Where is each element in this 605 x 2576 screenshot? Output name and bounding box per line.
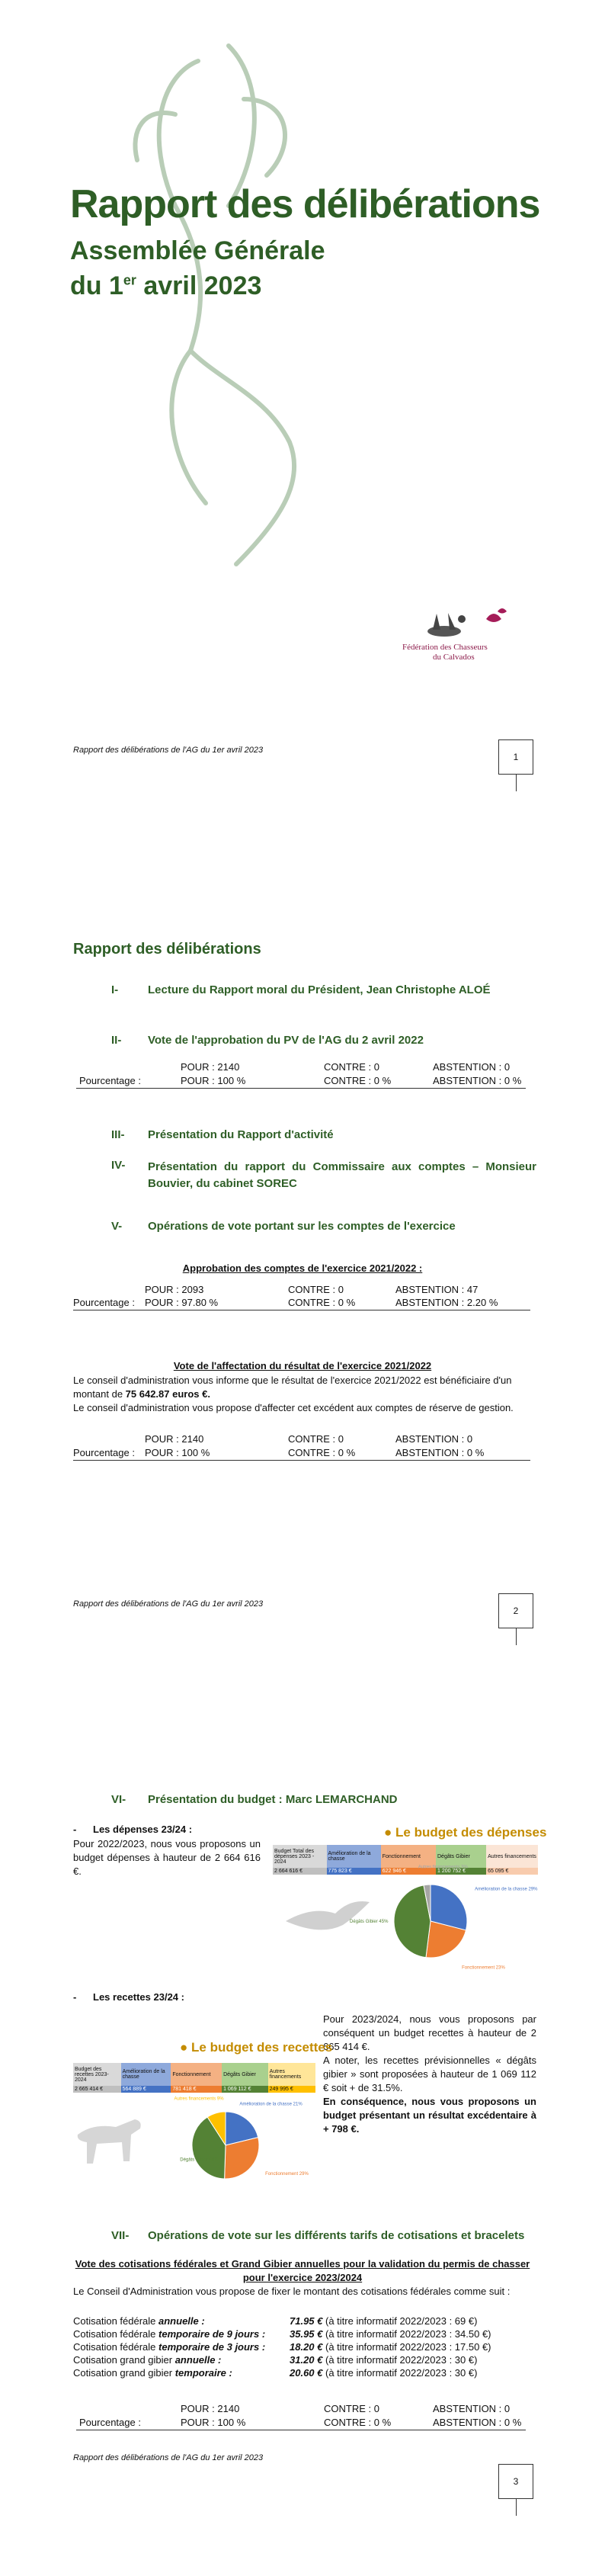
table-row: Cotisation grand gibier annuelle : 31.20 € (à titre informatif 2022/2023 : 30 €): [73, 2354, 478, 2366]
rec-table: Budget des recettes 2023-2024 Amélioration de la chasse Fonctionnement Dégâts Gibier Autres financements 2 665 414 € 564 889 € 781 418 € 1 069 112 € 249 995 €: [73, 2063, 315, 2093]
footer-text: Rapport des délibérations de l'AG du 1er avril 2023: [73, 2453, 264, 2462]
item-text-3: Présentation du Rapport d'activité: [148, 1128, 334, 1141]
vote2-label: Pourcentage :: [73, 1297, 135, 1308]
cotisations-table: [73, 2315, 491, 2379]
vote1-abst: ABSTENTION : 0: [433, 1061, 511, 1073]
recettes-label: - Les recettes 23/24 :: [73, 1991, 184, 2003]
divider: [73, 1460, 530, 1461]
dep-table: Budget Total des dépenses 2023 - 2024 Amélioration de la chasse Fonctionnement Dégâts Gibier Autres financements 2 664 616 € 775 823 € 622 946 € 1 200 752 € 65 095 €: [273, 1845, 538, 1875]
page-number: 1: [498, 739, 533, 775]
pie-label: Autres financements 3%: [418, 1865, 468, 1870]
vote2-contre-pct: CONTRE : 0 %: [288, 1297, 356, 1308]
vote3-label: Pourcentage :: [73, 1447, 135, 1458]
vote1-contre-pct: CONTRE : 0 %: [324, 1075, 392, 1086]
item-num-7: VII-: [111, 2229, 130, 2242]
cotis-intro: Le Conseil d'Administration vous propose de fixer le montant des cotisations fédérales comme suit :: [73, 2286, 511, 2297]
page2-heading: Rapport des délibérations: [73, 941, 261, 958]
vote1-pour: POUR : 2140: [181, 1061, 240, 1073]
depenses-label: - Les dépenses 23/24 :: [73, 1824, 193, 1835]
bullet-icon: ●: [180, 2040, 188, 2055]
pie-label: Fonctionnement 23%: [462, 1965, 505, 1971]
divider: [76, 1088, 526, 1089]
table-row: Cotisation fédérale temporaire de 9 jours : 35.95 € (à titre informatif 2022/2023 : 34.50 €): [73, 2328, 491, 2340]
pie-label: Dégâts Gibier 45%: [350, 1920, 389, 1925]
rec-chart-title: ● Le budget des recettes: [180, 2040, 333, 2055]
dog-illustration: [70, 2104, 154, 2173]
approbation-title: Approbation des comptes de l'exercice 2021/2022 :: [182, 1262, 423, 1274]
vote4-contre-pct: CONTRE : 0 %: [324, 2417, 392, 2428]
pie-label: Amélioration de la chasse 29%: [475, 1887, 538, 1892]
dep-chart-title: ● Le budget des dépenses: [384, 1825, 547, 1840]
vote4-abst: ABSTENTION : 0: [433, 2403, 511, 2414]
deer-outline-illustration: [114, 30, 320, 610]
page-tick: [516, 775, 517, 791]
vote3-abst: ABSTENTION : 0: [395, 1433, 473, 1445]
vote2-abst: ABSTENTION : 47: [395, 1284, 479, 1295]
table-row: Cotisation fédérale annuelle : 71.95 € (à titre informatif 2022/2023 : 69 €): [73, 2315, 478, 2327]
federation-logo: [402, 602, 517, 662]
footer-text: Rapport des délibérations de l'AG du 1er avril 2023: [73, 746, 264, 755]
item-text-2: Vote de l'approbation du PV de l'AG du 2 avril 2022: [148, 1034, 424, 1047]
vote3-pour: POUR : 2140: [145, 1433, 204, 1445]
item-text-5: Opérations de vote portant sur les comptes de l'exercice: [148, 1220, 456, 1233]
vote1-abst-pct: ABSTENTION : 0 %: [433, 1075, 522, 1086]
item-num-4: IV-: [111, 1159, 126, 1172]
page-tick: [516, 1628, 517, 1645]
cotis-title-2: pour l'exercice 2023/2024: [242, 2272, 363, 2283]
item-text-7: Opérations de vote sur les différents tarifs de cotisations et bracelets: [148, 2229, 525, 2242]
item-num-1: I-: [111, 983, 119, 996]
vote4-contre: CONTRE : 0: [324, 2403, 379, 2414]
item-num-2: II-: [111, 1034, 122, 1047]
item-text-4: Présentation du rapport du Commissaire aux comptes – Monsieur Bouvier, du cabinet SOREC: [148, 1160, 536, 1190]
pie-label: Amélioration de la chasse 21%: [239, 2102, 302, 2107]
vote2-pour-pct: POUR : 97.80 %: [145, 1297, 219, 1308]
depenses-text: Pour 2022/2023, nous vous proposons un budget dépenses à hauteur de 2 664 616 €.: [73, 1838, 261, 1877]
vote4-pour-pct: POUR : 100 %: [181, 2417, 246, 2428]
page-number: 3: [498, 2464, 533, 2499]
vote4-abst-pct: ABSTENTION : 0 %: [433, 2417, 522, 2428]
item-text-1: Lecture du Rapport moral du Président, Jean Christophe ALOÉ: [148, 983, 491, 996]
pie-label: Dégâts Gibier 40%: [180, 2157, 219, 2163]
vote4-pour: POUR : 2140: [181, 2403, 240, 2414]
vote3-contre: CONTRE : 0: [288, 1433, 344, 1445]
dep-pie-chart: [350, 1865, 538, 1973]
page-tick: [516, 2499, 517, 2516]
logo-line-2: du Calvados: [433, 653, 475, 662]
vote1-contre: CONTRE : 0: [324, 1061, 379, 1073]
vote1-pour-pct: POUR : 100 %: [181, 1075, 246, 1086]
recettes-text: Pour 2023/2024, nous vous proposons par conséquent un budget recettes à hauteur de 2 665 414 €. A noter, les recettes prévisionnelles « dégâts gibier » sont proposées à hauteur de 1 069 112 € soit + de 31.5%. En conséquence, nous vous proposons un budget présentant un résultat excédentaire à + 798 €.: [323, 2013, 536, 2135]
cover-subtitle: Assemblée Générale: [70, 236, 325, 265]
cotis-title-1: Vote des cotisations fédérales et Grand Gibier annuelles pour la validation du permis de chasser: [75, 2258, 530, 2270]
logo-line-1: Fédération des Chasseurs: [402, 643, 488, 652]
affectation-title: Vote de l'affectation du résultat de l'exercice 2021/2022: [173, 1360, 432, 1371]
rec-pie-chart: [149, 2098, 317, 2189]
cover-date: du 1er avril 2023: [70, 271, 262, 300]
bird-illustration: [282, 1891, 373, 1944]
pie-slice: [394, 1885, 431, 1958]
item-num-3: III-: [111, 1128, 125, 1141]
item-text-6: Présentation du budget : Marc LEMARCHAND: [148, 1793, 398, 1806]
vote2-contre: CONTRE : 0: [288, 1284, 344, 1295]
vote2-pour: POUR : 2093: [145, 1284, 204, 1295]
table-row: Cotisation fédérale temporaire de 3 jours : 18.20 € (à titre informatif 2022/2023 : 17.50 €): [73, 2341, 491, 2353]
table-row: Cotisation grand gibier temporaire : 20.60 € (à titre informatif 2022/2023 : 30 €): [73, 2367, 478, 2379]
page-number: 2: [498, 1593, 533, 1628]
footer-text: Rapport des délibérations de l'AG du 1er avril 2023: [73, 1599, 264, 1609]
vote3-contre-pct: CONTRE : 0 %: [288, 1447, 356, 1458]
affectation-text: Le conseil d'administration vous informe que le résultat de l'exercice 2021/2022 est bénéficiaire d'un montant de 75 642.87 euros €. Le conseil d'administration vous propose d'affecter cet excédent aux comptes de réserve de gestion.: [73, 1375, 514, 1413]
pie-label: Fonctionnement 29%: [265, 2172, 309, 2177]
vote1-label: Pourcentage :: [79, 1075, 141, 1086]
cover-title: Rapport des délibérations: [70, 182, 540, 226]
item-num-5: V-: [111, 1220, 123, 1233]
vote3-abst-pct: ABSTENTION : 0 %: [395, 1447, 485, 1458]
vote4-label: Pourcentage :: [79, 2417, 141, 2428]
vote2-abst-pct: ABSTENTION : 2.20 %: [395, 1297, 498, 1308]
bullet-icon: ●: [384, 1825, 392, 1840]
item-num-6: VI-: [111, 1793, 126, 1806]
pie-label: Autres financements 9%: [174, 2096, 224, 2102]
vote3-pour-pct: POUR : 100 %: [145, 1447, 210, 1458]
logo-animals-icon: [402, 602, 517, 640]
